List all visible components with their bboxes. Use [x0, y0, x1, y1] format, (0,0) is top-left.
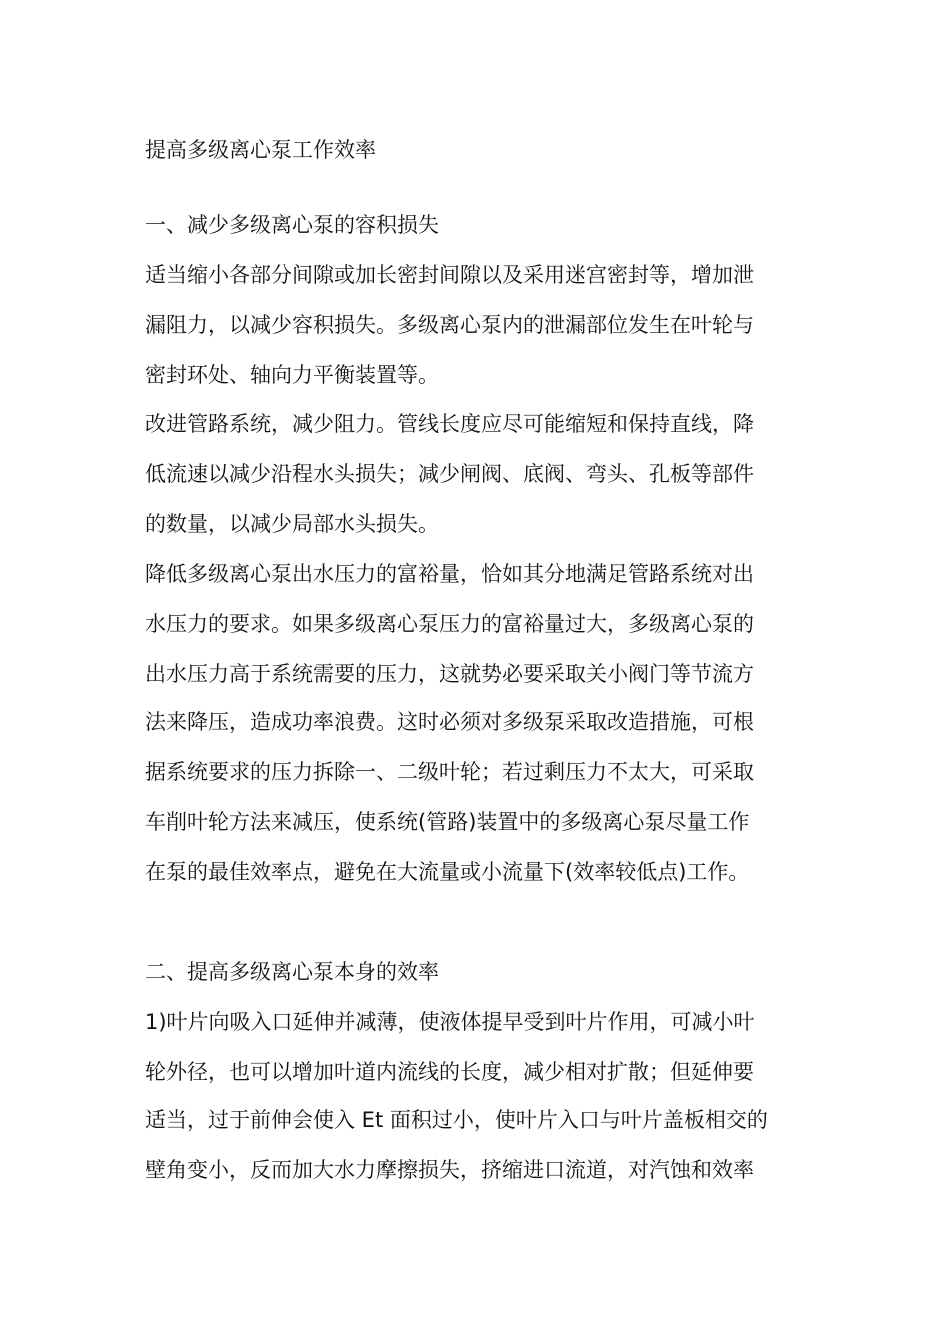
paragraph-line: 法来降压，造成功率浪费。这时必须对多级泵采取改造措施，可根 — [145, 710, 754, 734]
paragraph-line: 1)叶片向吸入口延伸并减薄，使液体提早受到叶片作用，可减小叶 — [145, 1010, 755, 1034]
paragraph-line: 漏阻力，以减少容积损失。多级离心泵内的泄漏部位发生在叶轮与 — [145, 313, 754, 337]
paragraph-line: 的数量，以减少局部水头损失。 — [145, 512, 439, 536]
paragraph-line: 低流速以减少沿程水头损失；减少闸阀、底阀、弯头、孔板等部件 — [145, 462, 754, 486]
section-2-heading: 二、提高多级离心泵本身的效率 — [145, 960, 439, 984]
document-title: 提高多级离心泵工作效率 — [145, 138, 376, 162]
paragraph-line: 适当缩小各部分间隙或加长密封间隙以及采用迷宫密封等，增加泄 — [145, 263, 754, 287]
paragraph-line: 车削叶轮方法来减压，使系统(管路)装置中的多级离心泵尽量工作 — [145, 810, 750, 834]
section-1-heading: 一、减少多级离心泵的容积损失 — [145, 213, 439, 237]
paragraph-line: 水压力的要求。如果多级离心泵压力的富裕量过大，多级离心泵的 — [145, 612, 754, 636]
paragraph-line: 出水压力高于系统需要的压力，这就势必要采取关小阀门等节流方 — [145, 662, 754, 686]
paragraph-line: 密封环处、轴向力平衡装置等。 — [145, 363, 439, 387]
paragraph-line: 轮外径，也可以增加叶道内流线的长度，减少相对扩散；但延伸要 — [145, 1060, 754, 1084]
paragraph-line: 据系统要求的压力拆除一、二级叶轮；若过剩压力不太大，可采取 — [145, 760, 754, 784]
paragraph-line: 降低多级离心泵出水压力的富裕量，恰如其分地满足管路系统对出 — [145, 562, 754, 586]
paragraph-line: 改进管路系统，减少阻力。管线长度应尽可能缩短和保持直线，降 — [145, 412, 754, 436]
paragraph-line: 适当，过于前伸会使入 Et 面积过小，使叶片入口与叶片盖板相交的 — [145, 1108, 768, 1132]
paragraph-line: 壁角变小，反而加大水力摩擦损失，挤缩进口流道，对汽蚀和效率 — [145, 1158, 754, 1182]
paragraph-line: 在泵的最佳效率点，避免在大流量或小流量下(效率较低点)工作。 — [145, 860, 750, 884]
